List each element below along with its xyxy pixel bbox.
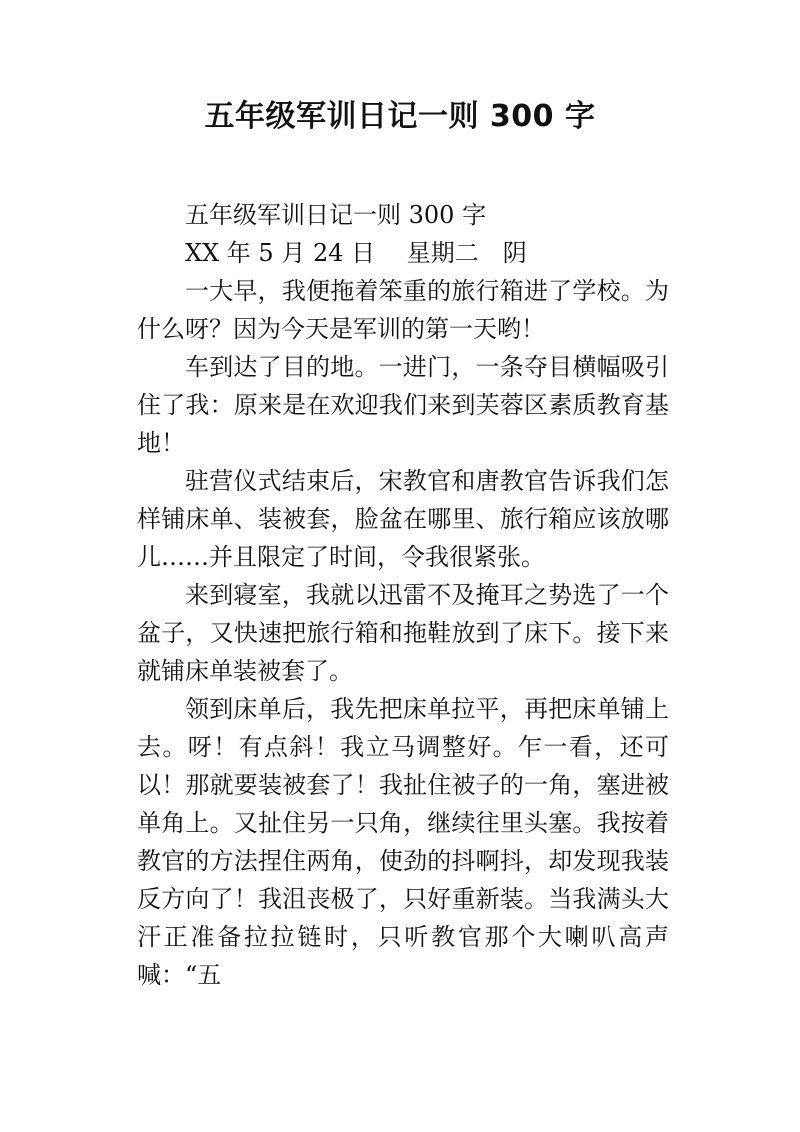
- paragraph-subtitle: 五年级军训日记一则 300 字: [185, 201, 487, 229]
- paragraph: 一大早，我便拖着笨重的旅行箱进了学校。为什么呀？因为今天是军训的第一天哟！: [137, 277, 669, 343]
- paragraph: 来到寝室，我就以迅雷不及掩耳之势选了一个盆子，又快速把旅行箱和拖鞋放到了床下。接下来就铺床单装被套了。: [137, 581, 669, 685]
- document-title: 五年级军训日记一则 300 字: [204, 99, 596, 134]
- paragraph-date: XX 年 5 月 24 日 星期二 阴: [185, 239, 527, 267]
- paragraph: 车到达了目的地。一进门，一条夺目横幅吸引住了我：原来是在欢迎我们来到芙蓉区素质教育基地！: [137, 353, 669, 457]
- paragraph: 领到床单后，我先把床单拉平，再把床单铺上去。呀！有点斜！我立马调整好。乍一看，还可以！那就要装被套了！我扯住被子的一角，塞进被单角上。又扯住另一只角，继续往里头塞。我按着教官的方法捏住两角，使劲的抖啊抖，却发现我装反方向了！我沮丧极了，只好重新装。当我满头大汗正准备拉拉链时，只听教官那个大喇叭高声喊：“五: [137, 695, 669, 989]
- paragraph: 驻营仪式结束后，宋教官和唐教官告诉我们怎样铺床单、装被套，脸盆在哪里、旅行箱应该放哪儿……并且限定了时间，令我很紧张。: [137, 467, 669, 571]
- document-body: [137, 196, 669, 994]
